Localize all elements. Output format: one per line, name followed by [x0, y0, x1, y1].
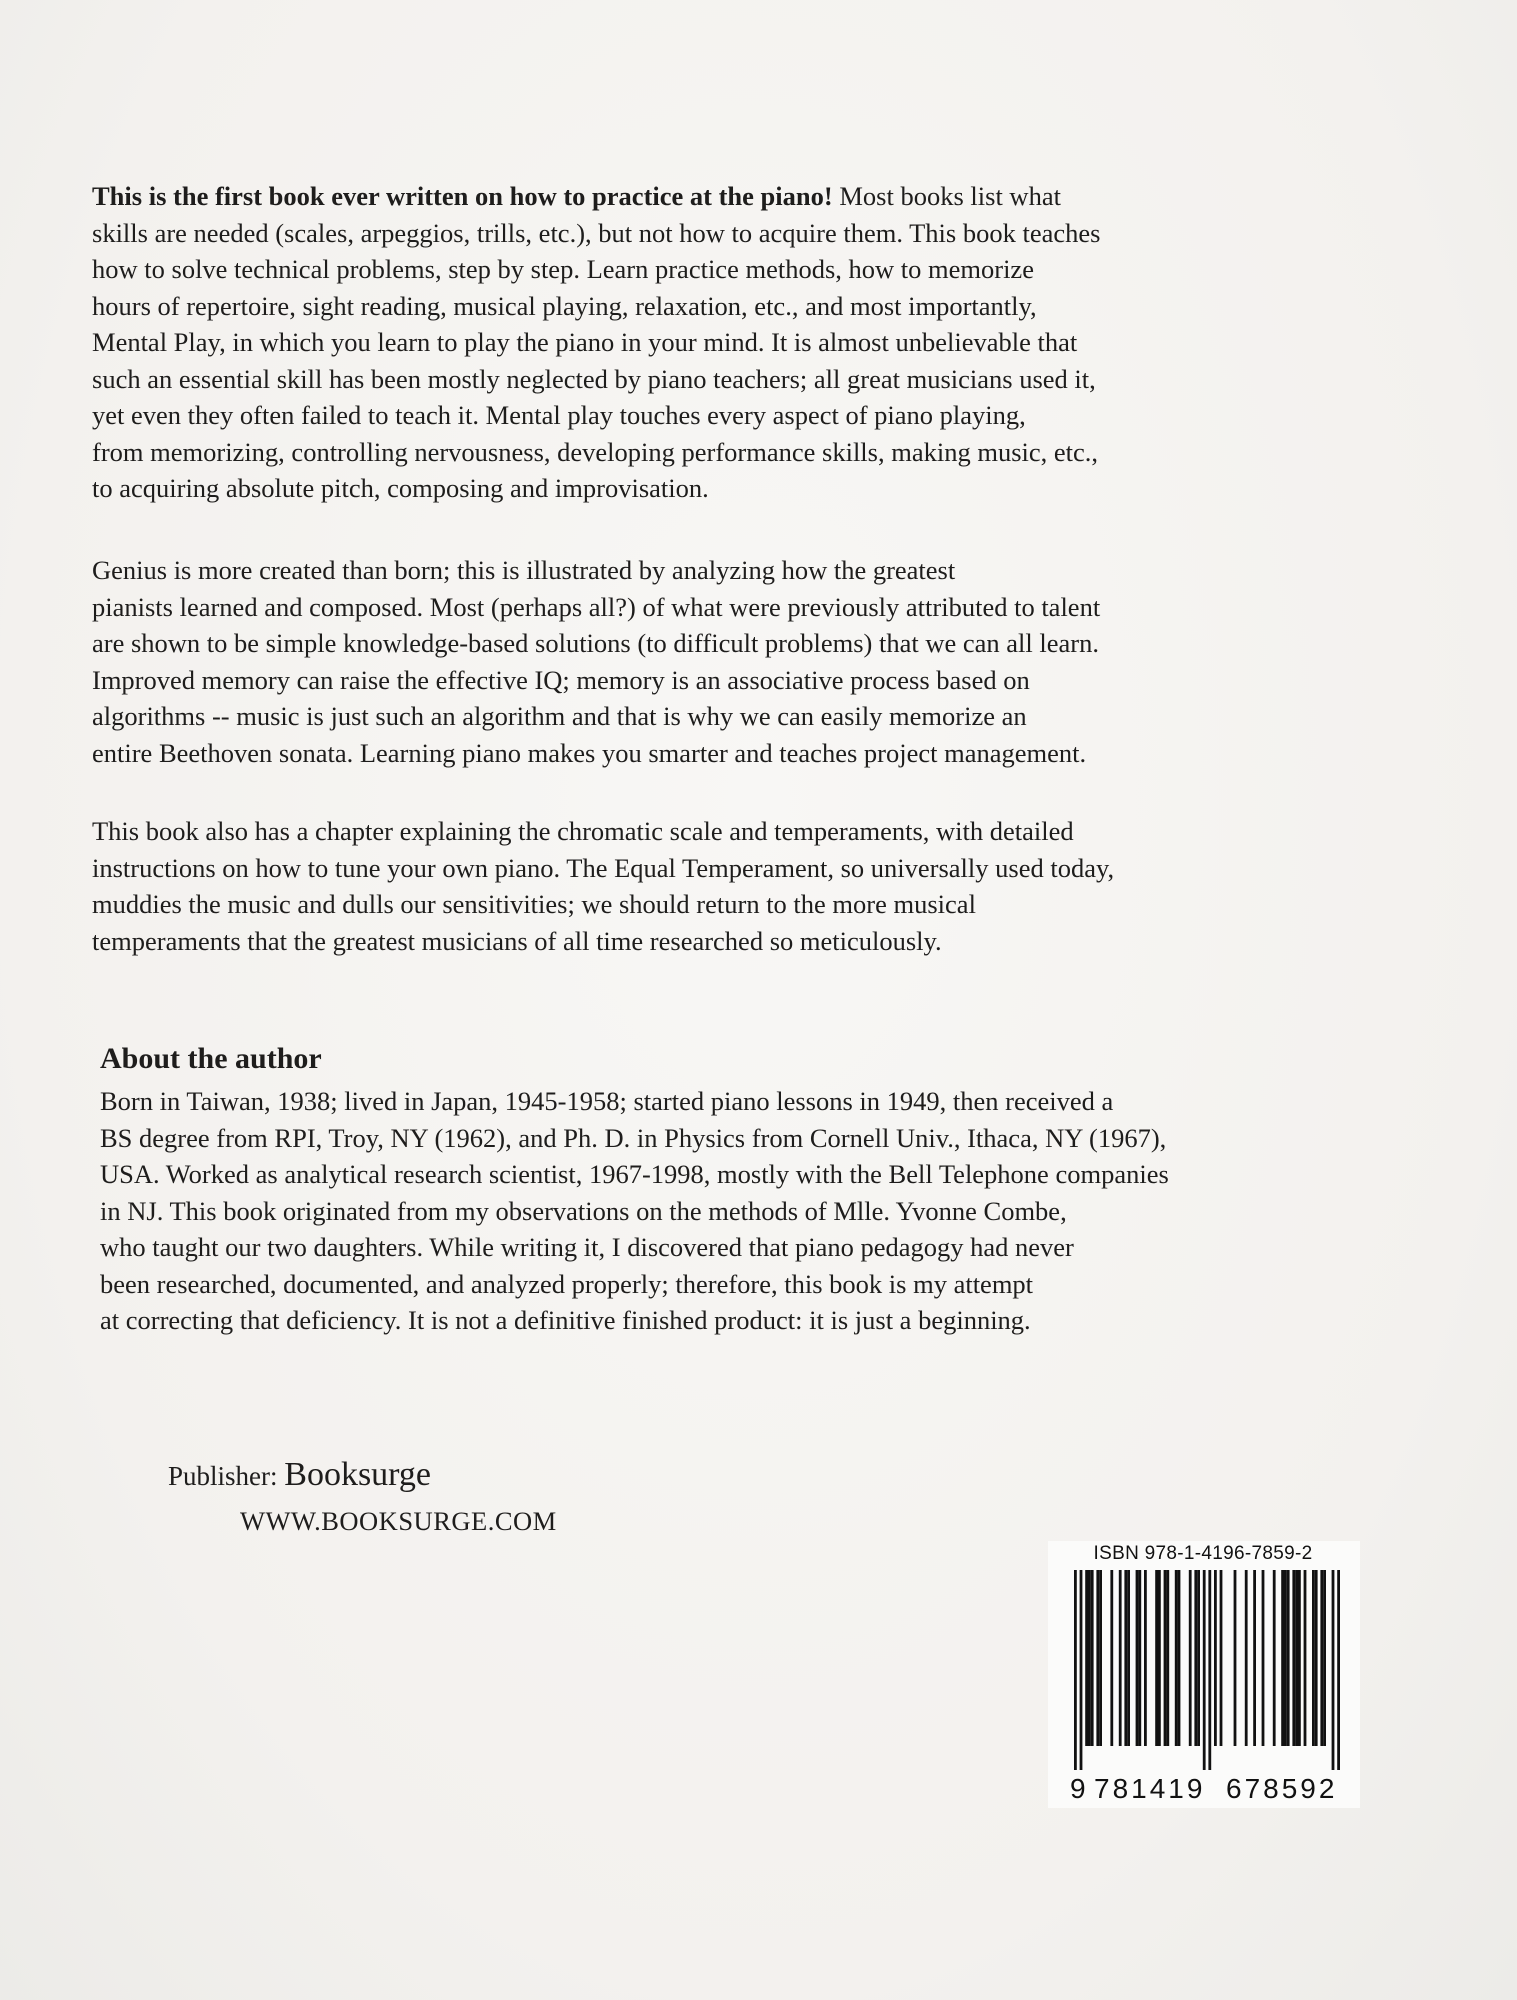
- barcode-bar: [1194, 1570, 1197, 1746]
- isbn-barcode: [1048, 1541, 1360, 1808]
- barcode-bar: [1220, 1570, 1223, 1746]
- barcode-bar: [1085, 1570, 1088, 1746]
- barcode-digits-left: 781419: [1094, 1773, 1206, 1804]
- barcode-bar: [1262, 1570, 1265, 1746]
- paragraph-line: how to solve technical problems, step by step. Learn practice methods, how to memorize: [92, 254, 1034, 284]
- barcode-bar: [1099, 1570, 1102, 1746]
- paragraph-line: yet even they often failed to teach it. Mental play touches every aspect of piano playing,: [92, 400, 1026, 430]
- barcode-bar: [1144, 1570, 1147, 1746]
- paragraph-line: in NJ. This book originated from my observations on the methods of Mlle. Yvonne Combe,: [100, 1195, 1067, 1226]
- barcode-bar: [1088, 1570, 1091, 1746]
- publisher-label: Publisher:: [168, 1461, 285, 1491]
- publisher-name: Booksurge: [284, 1456, 431, 1493]
- barcode-bar: [1138, 1570, 1141, 1746]
- barcode-bar: [1214, 1570, 1217, 1746]
- lead-sentence: This is the first book ever written on how to practice at the piano!: [92, 181, 833, 211]
- barcode-bar: [1281, 1570, 1284, 1746]
- paragraph-line: such an essential skill has been mostly neglected by piano teachers; all great musicians used it,: [92, 363, 1096, 394]
- barcode-guard-bar: [1208, 1570, 1211, 1770]
- description-paragraph-2: [92, 552, 1452, 771]
- barcode-bar: [1175, 1570, 1178, 1746]
- barcode-bar: [1124, 1570, 1127, 1746]
- paragraph-line: who taught our two daughters. While writing it, I discovered that piano pedagogy had never: [100, 1232, 1074, 1262]
- paragraph-line: instructions on how to tune your own piano. The Equal Temperament, so universally used today,: [92, 852, 1115, 883]
- barcode-bar: [1155, 1570, 1158, 1746]
- barcode-bar: [1312, 1570, 1315, 1746]
- barcode-bar: [1284, 1570, 1287, 1746]
- barcode-bar: [1136, 1570, 1139, 1746]
- barcode-bar: [1127, 1570, 1130, 1746]
- paragraph-line: Genius is more created than born; this is illustrated by analyzing how the greatest: [92, 555, 956, 585]
- about-author-heading: About the author: [100, 1042, 322, 1075]
- barcode-bar: [1295, 1570, 1298, 1746]
- paragraph-line: Born in Taiwan, 1938; lived in Japan, 1945-1958; started piano lessons in 1949, then received a: [100, 1086, 1114, 1116]
- barcode-bar: [1166, 1570, 1169, 1746]
- paragraph-line: from memorizing, controlling nervousness, developing performance skills, making music, etc.,: [92, 436, 1099, 467]
- paragraph-line: This book also has a chapter explaining the chromatic scale and temperaments, with detailed: [92, 816, 1074, 846]
- paragraph-line: USA. Worked as analytical research scientist, 1967-1998, mostly with the Bell Telephone companies: [100, 1159, 1169, 1189]
- barcode-bar: [1273, 1570, 1276, 1746]
- paragraph-line: This is the first book ever written on how to practice at the piano! Most books list what: [92, 181, 1061, 211]
- paragraph-line: muddies the music and dulls our sensitivities; we should return to the more musical: [92, 889, 976, 919]
- paragraph-line: been researched, documented, and analyzed properly; therefore, this book is my attempt: [100, 1268, 1034, 1299]
- barcode-bar: [1234, 1570, 1237, 1746]
- barcode-bar: [1189, 1570, 1192, 1746]
- barcode-bar: [1164, 1570, 1167, 1746]
- description-paragraph-1: [92, 178, 1452, 507]
- barcode-guard-bar: [1332, 1570, 1335, 1770]
- barcode-bar: [1178, 1570, 1181, 1746]
- barcode-digit-first: 9: [1070, 1773, 1086, 1804]
- barcode-bar: [1091, 1570, 1094, 1746]
- barcode-bar: [1292, 1570, 1295, 1746]
- barcode-bar: [1245, 1570, 1248, 1746]
- barcode-guard-bar: [1337, 1570, 1340, 1770]
- barcode-guard-bar: [1074, 1570, 1077, 1770]
- barcode-bar: [1323, 1570, 1326, 1746]
- barcode-bar: [1304, 1570, 1307, 1746]
- barcode-bar: [1119, 1570, 1122, 1746]
- about-author-text: [100, 1083, 1460, 1339]
- barcode-bar: [1110, 1570, 1113, 1746]
- paragraph-line: to acquiring absolute pitch, composing and improvisation.: [92, 473, 709, 503]
- paragraph-line: BS degree from RPI, Troy, NY (1962), and Ph. D. in Physics from Cornell Univ., Ithaca, NY (1967),: [100, 1122, 1167, 1153]
- paragraph-line: are shown to be simple knowledge-based solutions (to difficult problems) that we can all learn.: [92, 628, 1099, 658]
- paragraph-line: algorithms -- music is just such an algorithm and that is why we can easily memorize an: [92, 701, 1027, 731]
- barcode-digits-right: 678592: [1226, 1773, 1338, 1804]
- paragraph-line: hours of repertoire, sight reading, musical playing, relaxation, etc., and most importantly,: [92, 290, 1037, 321]
- barcode-bar: [1315, 1570, 1318, 1746]
- barcode-bar: [1253, 1570, 1256, 1746]
- paragraph-line: pianists learned and composed. Most (perhaps all?) of what were previously attributed to talent: [92, 591, 1101, 622]
- barcode-bar: [1298, 1570, 1301, 1746]
- publisher-website: WWW.BOOKSURGE.COM: [240, 1506, 557, 1536]
- barcode-bar: [1320, 1570, 1323, 1746]
- paragraph-line: skills are needed (scales, arpeggios, trills, etc.), but not how to acquire them. This book teaches: [92, 217, 1101, 248]
- paragraph-line: temperaments that the greatest musicians of all time researched so meticulously.: [92, 925, 942, 956]
- barcode-bar: [1158, 1570, 1161, 1746]
- barcode-guard-bar: [1203, 1570, 1206, 1770]
- barcode-bars: [1048, 1570, 1360, 1775]
- description-paragraph-3: [92, 813, 1452, 959]
- isbn-number: ISBN 978-1-4196-7859-2: [1093, 1543, 1313, 1564]
- barcode-bar: [1197, 1570, 1200, 1746]
- barcode-bar: [1096, 1570, 1099, 1746]
- paragraph-line: at correcting that deficiency. It is not a definitive finished product: it is just a beginning.: [100, 1305, 1031, 1335]
- barcode-guard-bar: [1080, 1570, 1083, 1770]
- publisher-line: [168, 1455, 431, 1496]
- barcode-bar: [1287, 1570, 1290, 1746]
- paragraph-line: Mental Play, in which you learn to play the piano in your mind. It is almost unbelievable that: [92, 327, 1078, 357]
- paragraph-line: entire Beethoven sonata. Learning piano makes you smarter and teaches project management.: [92, 737, 1087, 768]
- paragraph-line: Improved memory can raise the effective IQ; memory is an associative process based on: [92, 664, 1030, 695]
